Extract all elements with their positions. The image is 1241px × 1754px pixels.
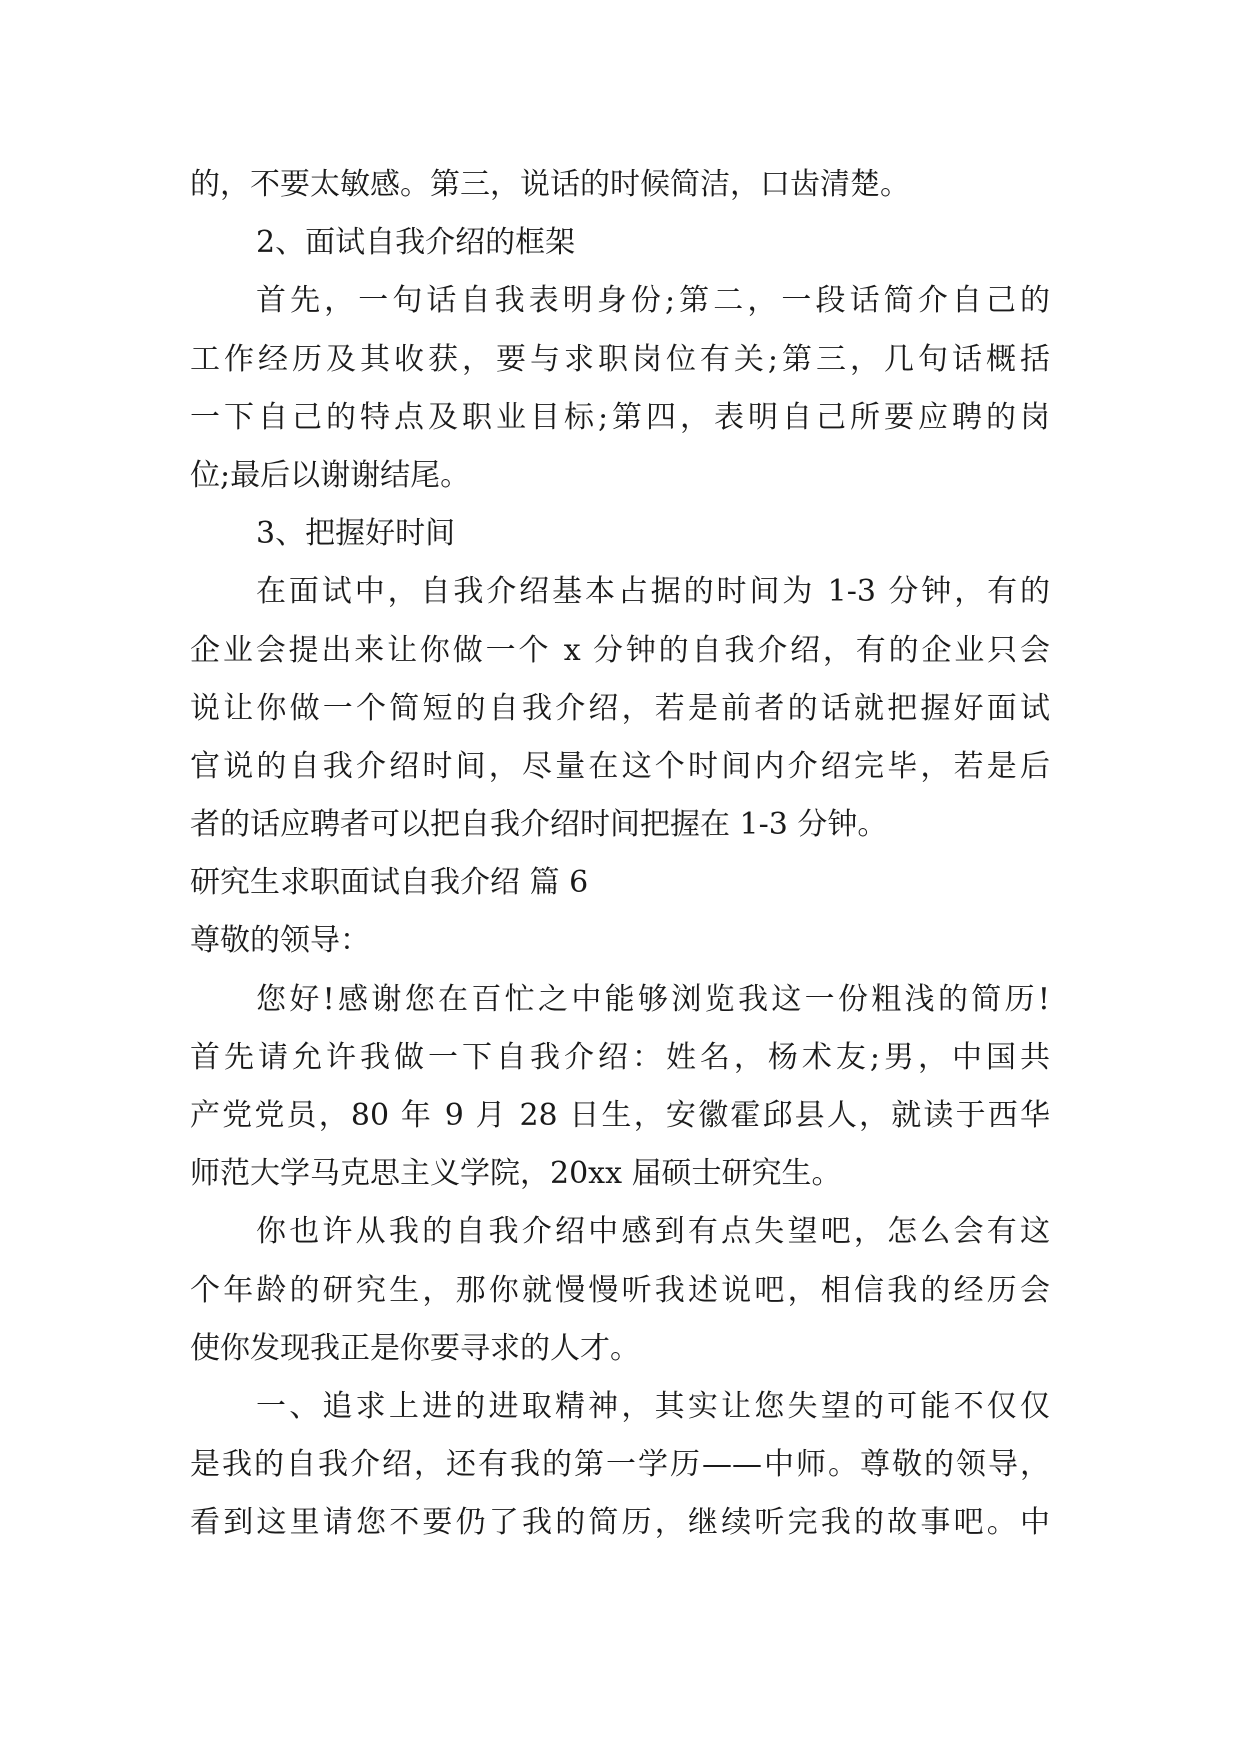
text-line: 产党党员，80 年 9 月 28 日生，安徽霍邱县人，就读于西华: [190, 1098, 1050, 1133]
text-line: 3、把握好时间: [256, 516, 456, 552]
text-line: 2、面试自我介绍的框架: [256, 225, 576, 261]
text-line: 使你发现我正是你要寻求的人才。: [190, 1330, 640, 1366]
text-line: 企业会提出来让你做一个 x 分钟的自我介绍，有的企业只会: [190, 632, 1050, 668]
text-line: 位;最后以谢谢结尾。: [190, 457, 471, 493]
text-line: 工作经历及其收获，要与求职岗位有关;第三，几句话概括: [190, 341, 1050, 377]
text-line: 一、追求上进的进取精神，其实让您失望的可能不仅仅: [256, 1388, 1050, 1424]
text-line: 在面试中，自我介绍基本占据的时间为 1-3 分钟，有的: [256, 574, 1050, 610]
text-line: 你也许从我的自我介绍中感到有点失望吧，怎么会有这: [256, 1214, 1050, 1250]
text-line: 者的话应聘者可以把自我介绍时间把握在 1-3 分钟。: [190, 807, 888, 843]
text-line: 首先请允许我做一下自我介绍：姓名，杨术友;男，中国共: [190, 1039, 1050, 1075]
text-line: 尊敬的领导：: [190, 923, 370, 959]
text-line: 是我的自我介绍，还有我的第一学历——中师。尊敬的领导，: [190, 1447, 1050, 1483]
text-line: 个年龄的研究生，那你就慢慢听我述说吧，相信我的经历会: [190, 1272, 1050, 1308]
text-line: 的，不要太敏感。第三，说话的时候简洁，口齿清楚。: [190, 167, 910, 202]
text-line: 看到这里请您不要仍了我的简历，继续听完我的故事吧。中: [190, 1505, 1050, 1541]
text-line: 师范大学马克思主义学院，20xx 届硕士研究生。: [190, 1156, 842, 1192]
document-body: [190, 156, 1050, 1553]
text-line: 您好!感谢您在百忙之中能够浏览我这一份粗浅的简历!: [256, 981, 1050, 1017]
text-line: 官说的自我介绍时间，尽量在这个时间内介绍完毕，若是后: [190, 748, 1050, 784]
text-line: 首先，一句话自我表明身份;第二，一段话简介自己的: [256, 283, 1050, 319]
text-line: 一下自己的特点及职业目标;第四，表明自己所要应聘的岗: [190, 399, 1050, 435]
text-line: 研究生求职面试自我介绍 篇 6: [190, 865, 589, 901]
text-line: 说让你做一个简短的自我介绍，若是前者的话就把握好面试: [190, 690, 1050, 726]
